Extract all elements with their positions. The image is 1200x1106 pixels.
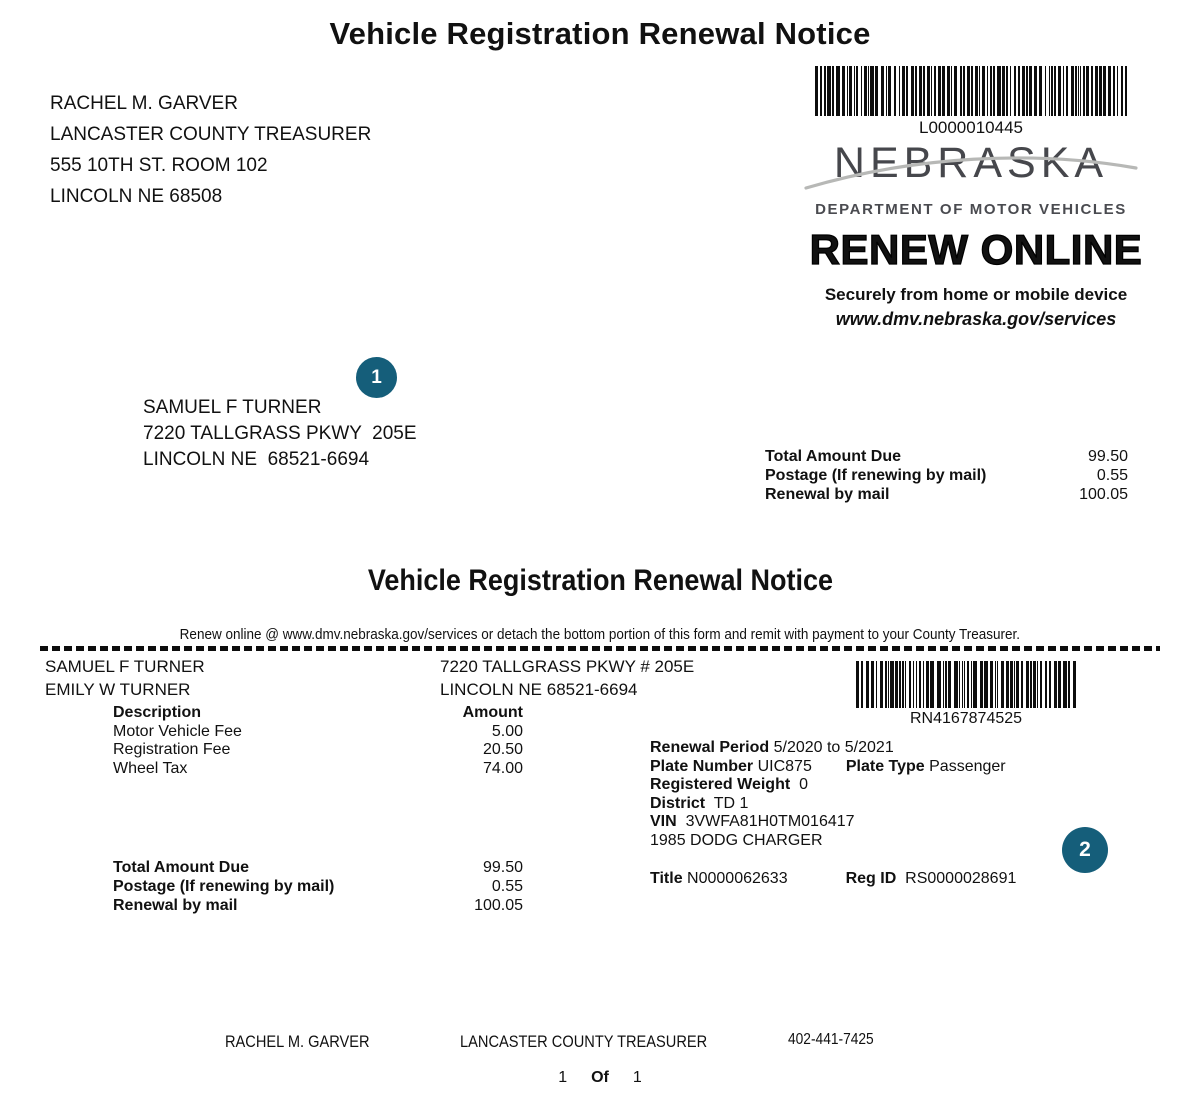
barcode-detach: [856, 661, 1076, 708]
detach-dashed-line: [40, 646, 1160, 651]
footer-treasurer-name: RACHEL M. GARVER: [225, 1032, 370, 1051]
district-label: District: [650, 794, 706, 812]
nebraska-logo: NEBRASKA: [833, 139, 1109, 187]
total-value: 0.55: [491, 878, 523, 896]
totals-summary-bottom: [113, 858, 523, 916]
footer-phone: 402-441-7425: [788, 1031, 874, 1048]
total-row: [765, 447, 1128, 466]
fee-description: Motor Vehicle Fee: [113, 722, 242, 740]
mailing-address-line: LINCOLN NE 68521-6694: [440, 680, 638, 699]
total-label: Postage (If renewing by mail): [765, 467, 987, 485]
totals-summary-top: [765, 447, 1128, 505]
fee-header-description: Description: [113, 704, 202, 721]
page-title: Vehicle Registration Renewal Notice: [329, 16, 871, 51]
vin-label: VIN: [650, 813, 677, 831]
mailing-address-line: 7220 TALLGRASS PKWY # 205E: [440, 657, 695, 676]
treasurer-address-block: [50, 88, 371, 212]
treasurer-address-line: LINCOLN NE 68508: [50, 186, 223, 207]
plate-type-value: Passenger: [924, 757, 1006, 775]
fee-row: [113, 723, 523, 742]
registered-weight-label: Registered Weight: [650, 776, 791, 794]
barcode-top-number: L0000010445: [918, 118, 1023, 137]
district-value: TD 1: [705, 794, 749, 812]
plate-row: [650, 758, 1006, 777]
registered-weight-row: [650, 776, 1006, 795]
vehicle-details-block: [650, 739, 1006, 851]
renew-url: www.dmv.nebraska.gov/services: [835, 309, 1117, 329]
owner-names-block: [45, 655, 205, 701]
callout-badge-1: 1: [356, 357, 397, 398]
recipient-address-block: [143, 395, 417, 473]
footer-treasurer-title: LANCASTER COUNTY TREASURER: [460, 1032, 708, 1051]
renewal-period-row: [650, 739, 1006, 758]
renewal-period-label: Renewal Period: [650, 739, 770, 756]
vin-value: 3VWFA81H0TM016417: [676, 813, 855, 831]
treasurer-address-line: 555 10TH ST. ROOM 102: [50, 155, 268, 176]
detach-section-title: Vehicle Registration Renewal Notice: [367, 564, 833, 597]
total-label: Total Amount Due: [113, 859, 249, 876]
dmv-department-label: DEPARTMENT OF MOTOR VEHICLES: [815, 201, 1127, 218]
total-label: Total Amount Due: [765, 448, 901, 465]
treasurer-address-line: RACHEL M. GARVER: [50, 93, 238, 114]
total-row: [113, 896, 523, 915]
plate-number-label: Plate Number: [650, 757, 754, 775]
treasurer-address-line: LANCASTER COUNTY TREASURER: [50, 124, 372, 145]
regid-label: Reg ID: [845, 870, 897, 887]
mailing-address-block: [440, 655, 694, 701]
fee-amount: 74.00: [482, 759, 523, 777]
recipient-address-line: SAMUEL F TURNER: [143, 397, 322, 418]
total-label: Postage (If renewing by mail): [113, 878, 335, 896]
total-value: 99.50: [1087, 448, 1128, 465]
callout-badge-2: 2: [1062, 827, 1108, 873]
plate-type-label: Plate Type: [845, 757, 925, 775]
renew-tagline: Securely from home or mobile device: [824, 285, 1128, 304]
total-row: [113, 877, 523, 896]
regid-group: [846, 870, 1017, 888]
fee-table: [113, 704, 523, 778]
renewal-period-value: 5/2020 to 5/2021: [769, 739, 894, 756]
barcode-top: [815, 66, 1127, 116]
fee-table-header: [113, 704, 523, 723]
plate-number-value: UIC875: [753, 757, 812, 775]
page-total: 1: [632, 1069, 642, 1086]
page-current: 1: [558, 1069, 568, 1086]
fee-header-amount: Amount: [462, 704, 523, 721]
total-value: 100.05: [1079, 486, 1128, 504]
page-of-label: Of: [591, 1069, 609, 1086]
total-row: [113, 858, 523, 877]
owner-name: SAMUEL F TURNER: [45, 657, 205, 676]
recipient-address-line: LINCOLN NE 68521-6694: [143, 449, 370, 470]
total-row: [765, 466, 1128, 485]
fee-amount: 20.50: [482, 741, 523, 759]
detach-instruction: Renew online @ www.dmv.nebraska.gov/services or detach the bottom portion of this form and remit with payment to your County Treasurer.: [179, 626, 1021, 643]
total-value: 99.50: [482, 859, 523, 876]
vin-row: [650, 813, 1006, 832]
district-row: [650, 795, 1006, 814]
renew-online-headline: RENEW ONLINE: [809, 226, 1143, 273]
fee-description: Wheel Tax: [113, 759, 188, 777]
total-value: 0.55: [1096, 467, 1128, 485]
recipient-address-line: 7220 TALLGRASS PKWY 205E: [143, 423, 417, 444]
owner-name: EMILY W TURNER: [45, 680, 191, 699]
registered-weight-value: 0: [790, 776, 808, 794]
plate-type-group: [846, 758, 1006, 777]
fee-row: [113, 741, 523, 760]
fee-amount: 5.00: [491, 722, 523, 740]
regid-value: RS0000028691: [896, 870, 1017, 887]
fee-description: Registration Fee: [113, 741, 231, 759]
total-value: 100.05: [474, 897, 523, 915]
title-number: N0000062633: [682, 870, 788, 887]
total-label: Renewal by mail: [765, 486, 890, 504]
total-row: [765, 485, 1128, 504]
total-label: Renewal by mail: [113, 897, 238, 915]
year-make-model: 1985 DODG CHARGER: [650, 831, 823, 849]
title-label: Title: [650, 870, 683, 887]
title-regid-row: [650, 870, 1070, 888]
fee-row: [113, 760, 523, 779]
barcode-detach-number: RN4167874525: [909, 710, 1023, 727]
page-indicator: [0, 1069, 1200, 1087]
